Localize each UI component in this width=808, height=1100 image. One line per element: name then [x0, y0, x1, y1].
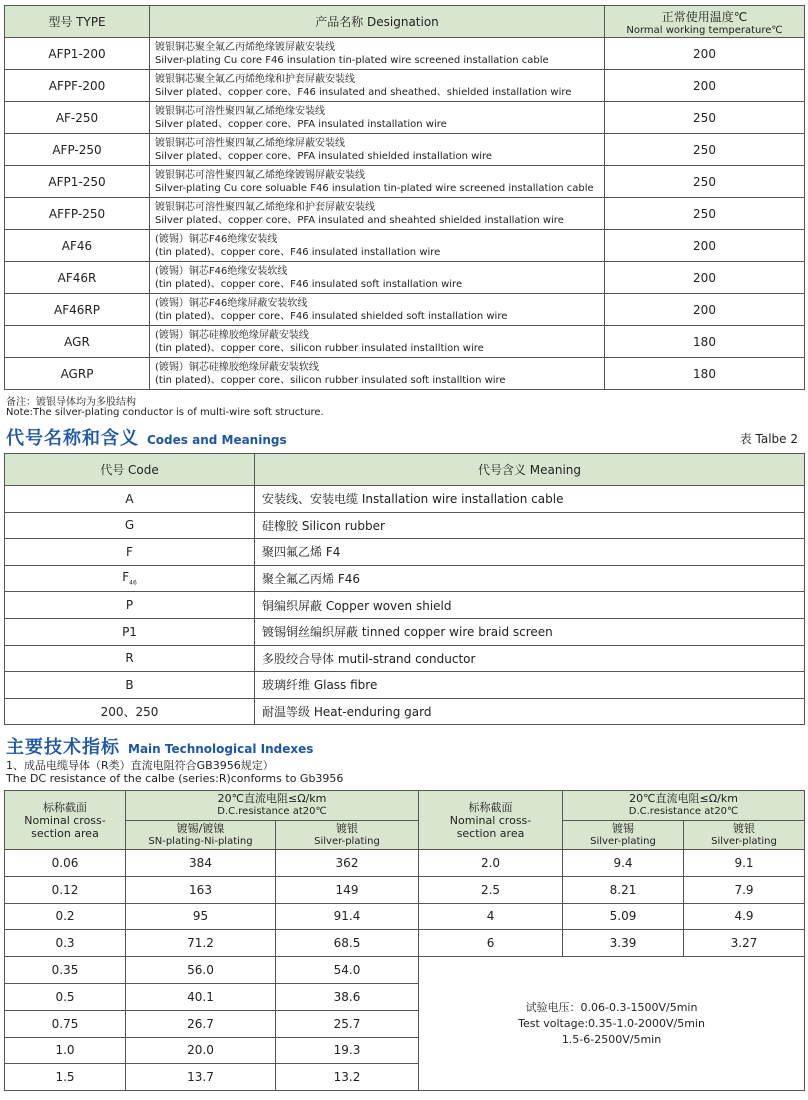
product-row [5, 166, 805, 198]
area-cell-right: 2.0 [419, 850, 563, 877]
test-voltage-cell [419, 957, 805, 1091]
code-row [5, 698, 805, 725]
code-cell [5, 618, 255, 645]
meaning-cell: 聚四氟乙烯 F4 [255, 539, 805, 566]
resistance-row [5, 957, 805, 984]
tin-nickel-cell: 40.1 [126, 983, 276, 1010]
product-row [5, 294, 805, 326]
resistance-row [5, 876, 805, 903]
product-table-header [5, 6, 805, 38]
area-cell: 0.3 [5, 930, 126, 957]
tin-nickel-cell: 13.7 [126, 1064, 276, 1091]
designation-zh: (镀锡）铜芯F46绝缘安装线 [155, 233, 278, 245]
resistance-table [4, 790, 805, 1091]
product-row [5, 134, 805, 166]
designation-en: (tin plated)、copper core、silicon rubber insulated installtion wire [155, 342, 484, 354]
product-designation [150, 358, 605, 390]
designation-zh: 镀银铜芯可溶性聚四氟乙烯绝缘屏蔽安装线 [155, 137, 345, 149]
product-type: AGRP [5, 358, 150, 390]
code-value: P1 [122, 624, 137, 639]
note-en: Note:The silver-plating conductor is of multi-wire soft structure. [6, 407, 324, 418]
designation-en: Silver plated、copper core、PFA insulated and sheahted shielded installation wire [155, 214, 564, 226]
product-temperature: 250 [605, 134, 805, 166]
meaning-cell: 铜编织屏蔽 Copper woven shield [255, 592, 805, 619]
product-designation [150, 134, 605, 166]
designation-zh: (镀锡）铜芯硅橡胶绝缘屏蔽安装软线 [155, 361, 319, 373]
codes-heading [6, 424, 287, 450]
codes-table [4, 453, 805, 725]
area-cell: 1.5 [5, 1064, 126, 1091]
area-cell: 0.06 [5, 850, 126, 877]
meaning-cell: 多股绞合导体 mutil-strand conductor [255, 645, 805, 672]
designation-zh: (镀锡）铜芯F46绝缘屏蔽安装软线 [155, 297, 308, 309]
designation-zh: 镀银铜芯可溶性聚四氟乙烯绝缘和护套屏蔽安装线 [155, 201, 375, 213]
tin-cell-right: 3.39 [563, 930, 684, 957]
meaning-cell: 聚全氟乙丙烯 F46 [255, 565, 805, 592]
product-type: AFP1-200 [5, 38, 150, 70]
note-zh: 备注：镀银导体均为多股结构 [6, 397, 136, 408]
silver-cell-right: 9.1 [684, 850, 805, 877]
codes-heading-zh: 代号名称和含义 [6, 428, 139, 449]
product-type: AFP-250 [5, 134, 150, 166]
tech-line-zh: 1、成品电缆导体（R类）直流电阻符合GB3956规定） [6, 759, 274, 772]
area-cell: 0.5 [5, 983, 126, 1010]
meaning-cell: 镀锡铜丝编织屏蔽 tinned copper wire braid screen [255, 618, 805, 645]
designation-en: (tin plated)、copper core、F46 insulated soft installation wire [155, 278, 463, 290]
product-type: AF-250 [5, 102, 150, 134]
code-value: G [124, 518, 135, 533]
silver-cell: 38.6 [276, 983, 419, 1010]
product-type: AF46 [5, 230, 150, 262]
designation-en: (tin plated)、copper core、F46 insulated shielded soft installation wire [155, 310, 508, 322]
resistance-row [5, 850, 805, 877]
product-designation [150, 166, 605, 198]
meaning-cell: 硅橡胶 Silicon rubber [255, 512, 805, 539]
code-value: A [125, 491, 134, 506]
silver-cell-right: 7.9 [684, 876, 805, 903]
product-temperature: 250 [605, 198, 805, 230]
code-subscript: 46 [129, 579, 137, 587]
tin-nickel-cell: 95 [126, 903, 276, 930]
code-cell [5, 645, 255, 672]
product-temperature: 250 [605, 166, 805, 198]
area-cell: 0.2 [5, 903, 126, 930]
product-row [5, 262, 805, 294]
product-temperature: 200 [605, 262, 805, 294]
area-cell: 0.75 [5, 1010, 126, 1037]
tin-cell-right: 5.09 [563, 903, 684, 930]
product-type: AFFP-250 [5, 198, 150, 230]
test-voltage-line3: 1.5-6-2500V/5min [561, 1032, 662, 1046]
resistance-row [5, 903, 805, 930]
product-row [5, 198, 805, 230]
product-temperature: 250 [605, 102, 805, 134]
product-type: AFP1-250 [5, 166, 150, 198]
code-cell [5, 672, 255, 699]
area-cell: 0.35 [5, 957, 126, 984]
code-row [5, 512, 805, 539]
code-row [5, 539, 805, 566]
product-row [5, 38, 805, 70]
tin-nickel-header: 镀锡/镀镍 SN-plating-Ni-plating [126, 820, 276, 850]
product-temperature: 180 [605, 326, 805, 358]
area-cell: 0.12 [5, 876, 126, 903]
code-row [5, 565, 805, 592]
product-type: AF46RP [5, 294, 150, 326]
product-type: AF46R [5, 262, 150, 294]
temperature-header-en: Normal working temperature℃ [626, 24, 783, 36]
designation-en: Silver-plating Cu core F46 insulation tin-plated wire screened installation cable [155, 54, 549, 66]
product-type: AGR [5, 326, 150, 358]
designation-zh: (镀锡）铜芯F46绝缘安装软线 [155, 265, 288, 277]
tin-nickel-cell: 20.0 [126, 1037, 276, 1064]
product-row [5, 70, 805, 102]
product-designation [150, 38, 605, 70]
silver-cell: 149 [276, 876, 419, 903]
code-row [5, 672, 805, 699]
code-header: 代号 Code [5, 454, 255, 486]
silver-cell: 19.3 [276, 1037, 419, 1064]
code-row [5, 486, 805, 513]
product-temperature: 180 [605, 358, 805, 390]
silver-cell: 362 [276, 850, 419, 877]
product-designation [150, 102, 605, 134]
code-cell [5, 698, 255, 725]
meaning-cell: 玻璃纤维 Glass fibre [255, 672, 805, 699]
designation-header: 产品名称 Designation [150, 6, 605, 38]
tin-nickel-cell: 384 [126, 850, 276, 877]
area-cell-right: 6 [419, 930, 563, 957]
code-row [5, 592, 805, 619]
area-cell: 1.0 [5, 1037, 126, 1064]
silver-header-right: 镀银 Silver-plating [684, 820, 805, 850]
silver-cell: 13.2 [276, 1064, 419, 1091]
product-designation [150, 326, 605, 358]
designation-en: Silver plated、copper core、F46 insulated and sheathed、shielded installation wire [155, 86, 572, 98]
designation-zh: 镀银铜芯聚全氟乙丙烯绝缘镀屏蔽安装线 [155, 41, 335, 53]
code-row [5, 645, 805, 672]
code-cell [5, 486, 255, 513]
code-cell [5, 592, 255, 619]
product-temperature: 200 [605, 70, 805, 102]
type-header: 型号 TYPE [5, 6, 150, 38]
codes-heading-en: Codes and Meanings [147, 433, 287, 447]
tin-nickel-cell: 26.7 [126, 1010, 276, 1037]
product-designation [150, 198, 605, 230]
silver-cell: 68.5 [276, 930, 419, 957]
product-temperature: 200 [605, 294, 805, 326]
designation-en: (tin plated)、copper core、silicon rubber insulated soft installtion wire [155, 374, 506, 386]
silver-cell: 25.7 [276, 1010, 419, 1037]
silver-cell: 91.4 [276, 903, 419, 930]
tin-nickel-cell: 71.2 [126, 930, 276, 957]
silver-header-left: 镀银 Silver-plating [276, 820, 419, 850]
area-header-right: 标称截面 Nominal cross- section area [419, 791, 563, 850]
code-row [5, 618, 805, 645]
silver-cell-right: 4.9 [684, 903, 805, 930]
product-type: AFPF-200 [5, 70, 150, 102]
product-temperature: 200 [605, 230, 805, 262]
code-value: P [125, 598, 134, 613]
tech-line-en: The DC resistance of the calbe (series:R)conforms to Gb3956 [6, 772, 344, 785]
meaning-cell: 耐温等级 Heat-enduring gard [255, 698, 805, 725]
resistance-header-right: 20℃直流电阻≤Ω/km D.C.resistance at20℃ [563, 791, 805, 821]
tech-heading [6, 733, 313, 759]
product-designation [150, 294, 605, 326]
table2-label: 表 Talbe 2 [739, 432, 798, 446]
meaning-cell: 安装线、安装电缆 Installation wire installation cable [255, 486, 805, 513]
tin-header-right: 镀锡 Silver-plating [563, 820, 684, 850]
code-value: F [126, 544, 133, 559]
code-cell [5, 539, 255, 566]
product-row [5, 326, 805, 358]
product-row [5, 102, 805, 134]
test-voltage-line1: 试验电压：0.06-0.3-1500V/5min [525, 1000, 698, 1014]
silver-cell-right: 3.27 [684, 930, 805, 957]
code-value: B [125, 677, 134, 692]
code-value: R [125, 651, 134, 666]
designation-zh: (镀锡）铜芯硅橡胶绝缘屏蔽安装线 [155, 329, 309, 341]
test-voltage-line2: Test voltage:0.35-1.0-2000V/5min [518, 1016, 705, 1030]
product-row [5, 358, 805, 390]
resistance-header-left: 20℃直流电阻≤Ω/km D.C.resistance at20℃ [126, 791, 419, 821]
resistance-header-row-1 [5, 791, 805, 821]
designation-en: Silver plated、copper core、PFA insulated installation wire [155, 118, 447, 130]
tech-heading-zh: 主要技术指标 [6, 737, 120, 758]
tin-cell-right: 9.4 [563, 850, 684, 877]
product-designation [150, 230, 605, 262]
code-cell [5, 565, 255, 592]
tin-cell-right: 8.21 [563, 876, 684, 903]
temperature-header-zh: 正常使用温度℃ [661, 9, 748, 24]
designation-zh: 镀银铜芯可溶性聚四氟乙烯绝缘镀锡屏蔽安装线 [155, 169, 365, 181]
codes-table-header [5, 454, 805, 486]
meaning-header: 代号含义 Meaning [255, 454, 805, 486]
product-designation [150, 70, 605, 102]
silver-cell: 54.0 [276, 957, 419, 984]
temperature-header [605, 6, 805, 38]
area-cell-right: 2.5 [419, 876, 563, 903]
designation-en: (tin plated)、copper core、F46 insulated installation wire [155, 246, 441, 258]
designation-zh: 镀银铜芯聚全氟乙丙烯绝缘和护套屏蔽安装线 [155, 73, 355, 85]
product-table [4, 5, 805, 390]
code-value: 200、250 [100, 705, 159, 720]
code-cell [5, 512, 255, 539]
tech-heading-en: Main Technological Indexes [128, 742, 314, 756]
product-temperature: 200 [605, 38, 805, 70]
resistance-row [5, 930, 805, 957]
area-cell-right: 4 [419, 903, 563, 930]
designation-en: Silver plated、copper core、PFA insulated shielded installation wire [155, 150, 493, 162]
code-value: F [122, 570, 130, 585]
area-header-left: 标称截面 Nominal cross- section area [5, 791, 126, 850]
product-row [5, 230, 805, 262]
designation-en: Silver-plating Cu core soluable F46 insulation tin-plated wire screened installation cable [155, 182, 594, 194]
designation-zh: 镀银铜芯可溶性聚四氟乙烯绝缘安装线 [155, 105, 325, 117]
tin-nickel-cell: 56.0 [126, 957, 276, 984]
tin-nickel-cell: 163 [126, 876, 276, 903]
product-designation [150, 262, 605, 294]
